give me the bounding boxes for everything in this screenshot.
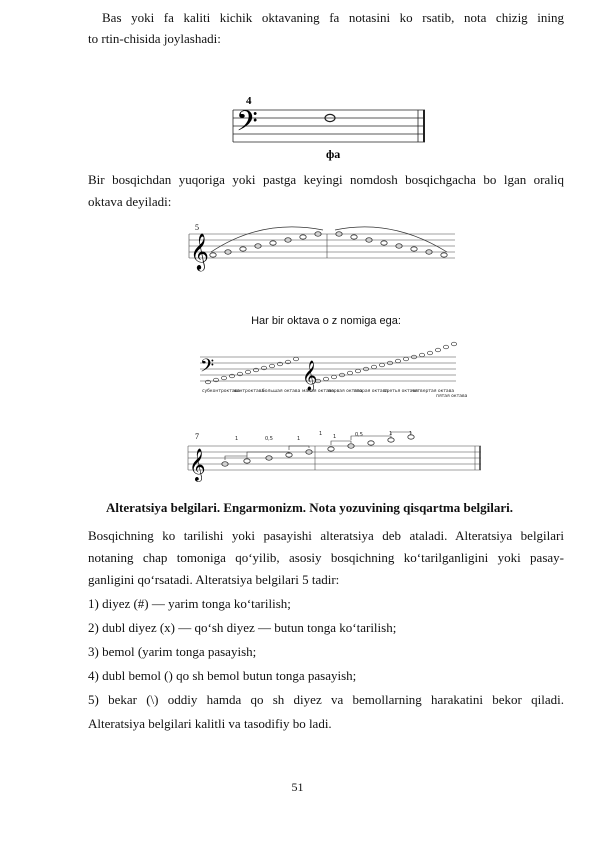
- list-item-5-line1: 5) bekar (\) oddiy hamda qo sh diyez va bemollarning harakatini bekor qiladi.: [88, 692, 564, 707]
- figure4-number: 7: [195, 432, 199, 441]
- figure1-number: 4: [246, 95, 252, 107]
- para1-line2: to rtin-chisida joylashadi:: [88, 31, 221, 46]
- figure-octave-scale: [187, 222, 457, 274]
- list-item: 4) dubl bemol () qo sh bemol butun tonga pasayish;: [88, 668, 357, 683]
- interval-mark: 0,5: [265, 436, 273, 442]
- interval-mark: 1: [409, 431, 413, 437]
- octave-label: большая октава: [262, 389, 301, 394]
- figure1-caption: фа: [326, 147, 341, 161]
- treble-clef-icon: 𝄞: [302, 361, 318, 391]
- list-item-5-line2: Alteratsiya belgilari kalitli va tasodifiy bo ladi.: [88, 716, 332, 731]
- para3-line3: ganligini qo‘rsatadi. Alteratsiya belgilari 5 tadir:: [88, 572, 340, 587]
- para2-line2: oktava deyiladi:: [88, 194, 172, 209]
- octave-label: контроктава: [234, 389, 265, 394]
- treble-clef-icon: 𝄞: [190, 232, 209, 270]
- interval-mark: 1: [333, 434, 337, 440]
- figure-tone-scale: [185, 430, 485, 486]
- interval-mark: 1: [319, 431, 323, 437]
- octave-label: вторая октава: [354, 389, 389, 394]
- figure3-title: Har bir oktava o z nomiga ega:: [251, 315, 401, 327]
- para3-line2: notaning chap tomoniga qo‘yilib, asosiy bosqichning ko‘tarilganligini yoki pasay-: [88, 550, 564, 565]
- page-number: 51: [291, 780, 304, 794]
- bass-clef-icon: 𝄢: [200, 356, 215, 381]
- figure-octave-names: [198, 337, 468, 403]
- octave-label: четвертая октава: [412, 389, 455, 394]
- figure2-number: 5: [195, 223, 199, 232]
- para1-line1: Bas yoki fa kaliti kichik oktavaning fa notasini ko rsatib, nota chizig ining: [102, 10, 564, 25]
- octave-label: малая октава: [302, 389, 335, 394]
- list-item: 1) diyez (#) — yarim tonga ko‘tarilish;: [88, 596, 291, 611]
- interval-mark: 0,5: [355, 432, 363, 438]
- interval-mark: 1: [297, 436, 301, 442]
- octave-label: третья октава: [384, 389, 418, 394]
- interval-mark: 1: [389, 431, 393, 437]
- treble-clef-icon: 𝄞: [189, 448, 206, 481]
- octave-label: субконтроктава: [202, 389, 241, 394]
- para2-line1: Bir bosqichdan yuqoriga yoki pastga keyingi nomdosh bosqichgacha bo lgan oraliq: [88, 172, 564, 187]
- list-item: 3) bemol (yarim tonga pasayish;: [88, 644, 257, 659]
- list-item: 2) dubl diyez (x) — qo‘sh diyez — butun tonga ko‘tarilish;: [88, 620, 397, 635]
- para3-line1: Bosqichning ko tarilishi yoki pasayishi alteratsiya deb ataladi. Alteratsiya belgilari: [88, 528, 564, 543]
- figure-bass-clef: [228, 90, 433, 162]
- octave-label: первая октава: [328, 389, 363, 394]
- interval-mark: 1: [235, 436, 239, 442]
- bass-clef-icon: 𝄢: [236, 105, 258, 145]
- section-heading: Alteratsiya belgilari. Engarmonizm. Nota yozuvining qisqartma belgilari.: [106, 500, 513, 515]
- octave-label: пятая октава: [436, 394, 468, 399]
